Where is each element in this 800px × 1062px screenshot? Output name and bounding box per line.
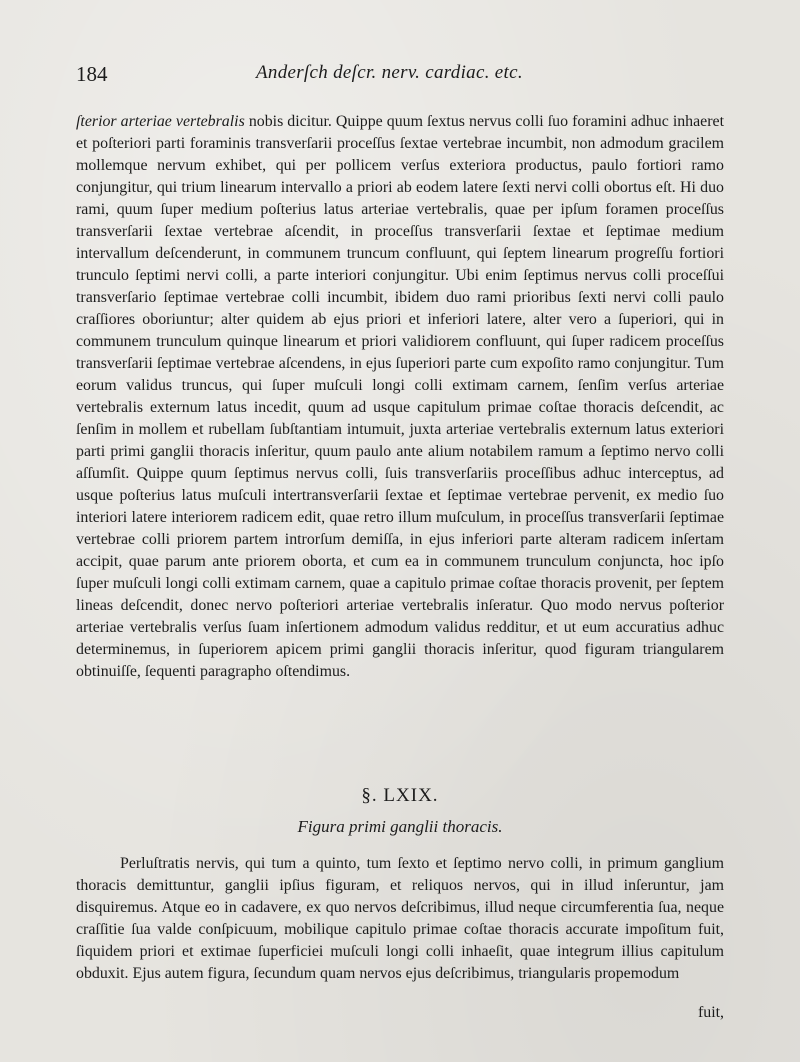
paragraph-continued [76, 111, 724, 683]
section-number: §. LXIX. [361, 785, 439, 806]
section-title: Figura primi ganglii thoracis. [297, 817, 503, 836]
paragraph-1-text: nobis dicitur. Quippe quum ſextus nervus colli ſuo foramini adhuc inhaeret et poſteriori parti foraminis transverſarii proceſſus ſextae vertebrae incumbit, non admodum gracilem mollemque nervum exhibet, qui per pollicem verſus exteriora productus, paulo fortiori ramo conjungitur, qui trium linearum intervallo a priori ab eodem latere ſexti nervi colli obortus eſt. Hi duo rami, quum ſuper medium poſterius latus arteriae vertebralis, quae per ipſum foramen proceſſus transverſarii ſextae vertebrae aſcendit, in proceſſus transverſarii ſextae et ſeptimae medium intervallum deſcenderunt, in communem truncum confluunt, qui ſeptem linearum progreſſu fortiori trunculo ſeptimi nervi colli, a parte interiori conjungitur. Ubi enim ſeptimus nervus colli proceſſui transverſario ſeptimae vertebrae colli incumbit, ibidem duo rami prioribus ſexti nervi colli paulo craſſiores oboriuntur; alter quidem ab ejus priori et inferiori latere, alter vero a ſuperiori, qui in communem trunculum quinque linearum et priori validiorem confluunt, qui ſuper radicem proceſſus transverſarii ſeptimae vertebrae aſcendens, in ejus ſuperiori parte cum expoſito ramo conjungitur. Tum eorum validus truncus, qui ſuper muſculi longi colli extimam carnem, ſenſim verſus arteriae vertebralis externum latus incedit, quum ad usque capitulum primae coſtae thoracis deſcendit, ac ſenſim in mollem et rubellam ſubſtantiam intumuit, juxta arteriae vertebralis externum latus exteriori parti primi ganglii thoracis inſeritur, quum paulo ante alium notabilem ramum a ſeptimo nervo colli aſſumſit. Quippe quum ſeptimus nervus colli, ſuis transverſariis proceſſibus adhuc interceptus, ad usque poſterius latus muſculi intertransverſarii ſextae et ſeptimae vertebrae pervenit, ex medio ſuo interiori latere interiorem radicem edit, quae retro illum muſculum, in proceſſus transverſarii ſeptimae vertebrae colli priorem partem introrſum demiſſa, in ejus inferiori parte alteram radicem inſertam accipit, quae parum ante priorem oborta, et cum ea in communem trunculum conjuncta, hoc ipſo ſuper muſculi longi colli extimam carnem, quae a capitulo primae coſtae thoracis provenit, per ſeptem lineas deſcendit, donec nervo poſteriori arteriae vertebralis inſeratur. Quo modo nervus poſterior arteriae vertebralis verſus ſuam inſertionem admodum validus redditur, et ut eum accuratius adhuc determinemus, in ſuperiorem apicem primi ganglii thoracis inſeritur, quod figuram triangularem obtinuiſſe, ſequenti paragrapho oſtendimus. [76, 113, 724, 680]
paragraph-2: Perluſtratis nervis, qui tum a quinto, tum ſexto et ſeptimo nervo colli, in primum ganglium thoracis demittuntur, ganglii ipſius figuram, et reliquos nervos, qui in illud inſeruntur, jam disquiremus. Atque eo in cadavere, ex quo nervos deſcribimus, illud neque circumferentia ſua, neque craſſitie ſua valde conſpicuum, mobilique capitulo primae coſtae thoracis accurate impoſitum fuit, ſiquidem priori et extimae ſuperficiei muſculi longi colli inhaeſit, quae integrum illius capitulum obduxit. Ejus autem figura, ſecundum quam nervos ejus deſcribimus, triangularis propemodum [76, 855, 724, 982]
paragraph-1 [76, 111, 724, 683]
paragraph-1-lead: ſterior arteriae vertebralis [76, 113, 245, 130]
catchword: fuit, [697, 1004, 724, 1021]
page-number: 184 [76, 62, 108, 86]
section-body [76, 853, 724, 985]
running-head-title: Anderſch deſcr. nerv. cardiac. etc. [256, 62, 523, 83]
running-head [76, 62, 724, 92]
